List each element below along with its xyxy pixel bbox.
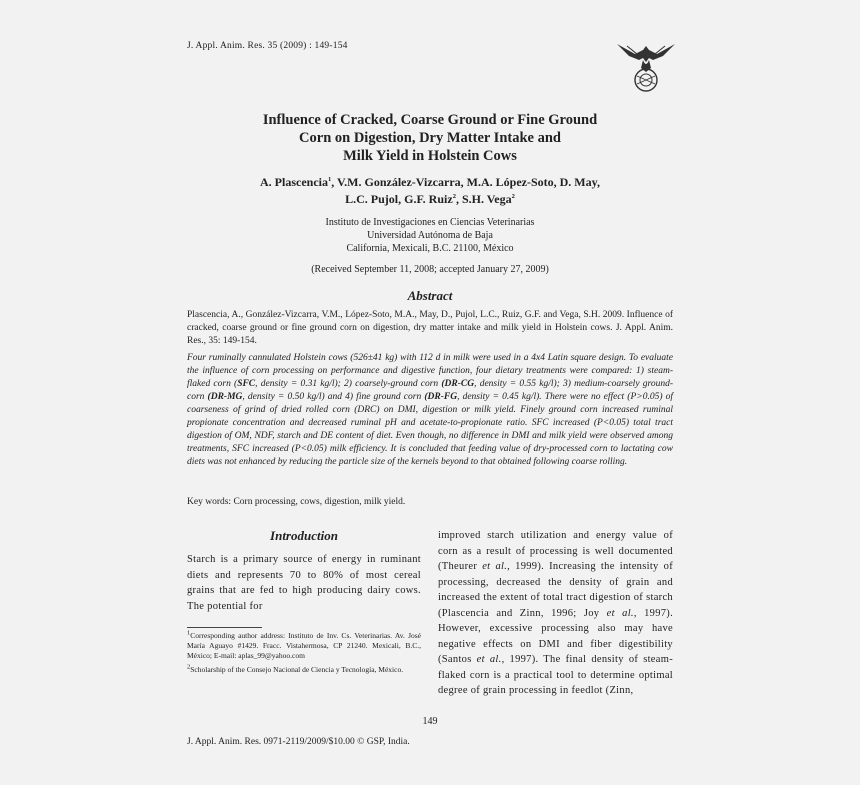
abstract-bold-term: SFC [237,379,256,389]
footnote-divider [187,627,262,628]
abstract-citation: Plascencia, A., González-Vizcarra, V.M., López-Soto, M.A., May, D., Pujol, L.C., Ruiz, G.F. and Vega, S.H. 2009. Influence of cracked, coarse ground or fine ground corn on digestion, dry matter intake and milk yield in Holstein cows. J. Appl. Anim. Res., 35: 149-154. [187,310,673,346]
introduction-heading: Introduction [270,528,338,543]
abstract-text: , density = 0.55 kg/l); 3) medium-coarsely ground-corn [187,379,673,402]
keywords: Key words: Corn processing, cows, digestion, milk yield. [187,497,406,507]
introduction-text-right [438,528,673,699]
title-line-1: Influence of Cracked, Coarse Ground or Fine Ground [262,112,598,128]
authors-line-1: , V.M. González-Vizcarra, M.A. López-Soto, D. May, [331,175,600,189]
author-vega: , S.H. Vega [455,192,512,206]
footnote-1 [187,631,421,661]
title-line-3: Milk Yield in Holstein Cows [343,148,517,164]
intro-text: improved starch utilization and energy value of corn as a result of processing is well documented (Theurer [438,530,673,572]
page-number: 149 [422,716,438,727]
footnote-1-text: Corresponding author address: Instituto de Inv. Cs. Veterinarias. Av. José María Aguayo #1429. Fracc. Vistahermosa, CP 21240. Mexicali, B.C., México; E-mail: aplas_99@yahoo.com [187,631,421,660]
authors-line-2: L.C. Pujol, G.F. Ruiz [345,192,453,206]
footnote-2-sup: 2 [187,663,191,671]
abstract-text: Four ruminally cannulated Holstein cows (526±41 kg) with 112 d in milk were used in a 4x4 Latin square design. To evaluate the influence of corn processing on performance and digestive function, four dietary treatments were compared: 1) steam-flaked corn ( [187,353,673,389]
abstract-bold-term: (DR-FG [424,392,458,402]
abstract-heading: Abstract [407,288,453,303]
title-line-2: Corn on Digestion, Dry Matter Intake and [299,130,561,146]
intro-text: , 1999). Increasing the intensity of processing, decreased the density of grain and increased the extent of total tract digestion of starch (Plascencia and Zinn, 1996; Joy [438,561,674,619]
affiliation-line-3: California, Mexicali, B.C. 21100, México [346,243,514,254]
intro-et-al: et al. [476,654,502,665]
intro-et-al: et al. [606,607,634,619]
abstract-bold-term: (DR-CG [441,379,475,389]
intro-et-al: et al. [482,561,508,572]
left-column [187,528,421,614]
affiliation [180,216,680,255]
abstract-text: , density = 0.45 kg/l). There were no effect (P>0.05) of coarseness of grind of dried rolled corn (DRC) on DMI, digestion or milk yield. Finely ground corn increased ruminal propionate concentration and decreased ruminal pH and acetate-to-propionate ratio. SFC increased (P<0.05) total tract digestion of OM, NDF, starch and DE content of diet. Even though, no difference in DMI and milk yield were observed among treatments, SFC increased (P<0.05) milk efficiency. It is concluded that feeding value of dry-processed corn to lactating cow diets was not enhanced by reducing the particle size of the kernels beyond to that obtained following coarse rolling. [187,392,673,467]
footnote-2 [187,665,421,675]
affiliation-line-1: Instituto de Investigaciones en Ciencias Veterinarias [325,217,535,228]
author-list [180,174,680,208]
affiliation-line-2: Universidad Autónoma de Baja [367,230,493,241]
abstract-text: , density = 0.31 kg/l); 2) coarsely-ground corn [255,379,442,389]
intro-text: , 1997). The final density of steam-flaked corn is a practical tool to determine optimal degree of grain processing in feedlot (Zinn, [438,654,673,696]
abstract-body [187,352,673,469]
footnotes [187,631,421,679]
author-vega-sup: 2 [511,193,515,200]
journal-footer: J. Appl. Anim. Res. 0971-2119/2009/$10.00 © GSP, India. [187,737,410,747]
journal-reference: J. Appl. Anim. Res. 35 (2009) : 149-154 [187,41,348,51]
introduction-text-left: Starch is a primary source of energy in ruminant diets and represents 70 to 80% of most cereal grains that are fed to high producing dairy cows. The potential for [187,554,421,612]
footnote-1-sup: 1 [187,629,191,637]
eagle-seal-icon [615,38,677,94]
abstract-bold-term: (DR-MG [207,392,243,402]
author-1-sup: 1 [328,176,332,183]
abstract-text: , density = 0.50 kg/l) and 4) fine ground corn [242,392,425,402]
author-ruiz-sup: 2 [452,193,456,200]
received-dates: (Received September 11, 2008; accepted January 27, 2009) [311,264,549,275]
author-1: A. Plascencia [260,175,328,189]
footnote-2-text: Scholarship of the Consejo Nacional de Ciencia y Tecnología, México. [190,665,404,674]
paper-title [180,111,680,165]
intro-text: , 1997). However, excessive processing also may have negative effects on DMI and fiber digestibility (Santos [438,607,674,665]
